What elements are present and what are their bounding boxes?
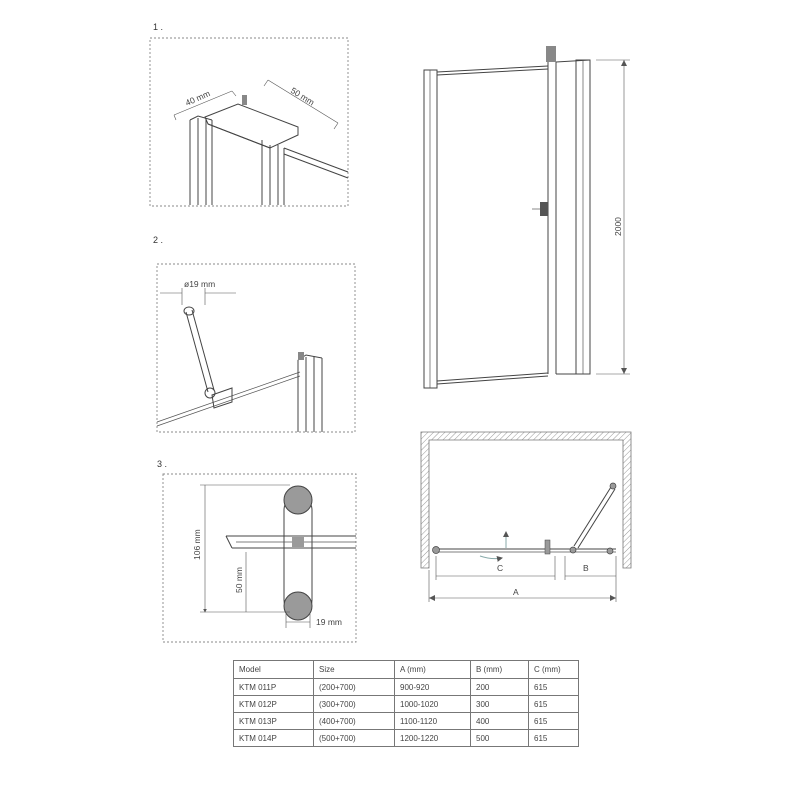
table-cell: KTM 013P xyxy=(234,713,314,730)
table-row xyxy=(234,713,579,730)
table-header: C (mm) xyxy=(529,661,579,679)
table-cell: 615 xyxy=(529,696,579,713)
table-cell: 900-920 xyxy=(395,679,471,696)
plan-dim-a: A xyxy=(513,587,519,597)
table-cell: KTM 011P xyxy=(234,679,314,696)
table-cell: 1000-1020 xyxy=(395,696,471,713)
table-cell: 615 xyxy=(529,713,579,730)
detail-3-dim-50: 50 mm xyxy=(234,567,244,593)
table-header: Size xyxy=(314,661,395,679)
plan-view xyxy=(421,432,631,602)
table-cell: 615 xyxy=(529,679,579,696)
table-cell: 1200-1220 xyxy=(395,730,471,747)
front-height-dim: 2000 xyxy=(613,217,623,236)
table-cell: 400 xyxy=(471,713,529,730)
step-2-label: 2 . xyxy=(153,235,164,245)
detail-1-profile-top xyxy=(150,38,348,206)
table-row xyxy=(234,730,579,747)
table-cell: (500+700) xyxy=(314,730,395,747)
table-header: Model xyxy=(234,661,314,679)
detail-3-dim-19: 19 mm xyxy=(316,617,342,627)
detail-1-dim-40: 40 mm xyxy=(183,88,212,108)
table-header: A (mm) xyxy=(395,661,471,679)
detail-2-dim-19: ø19 mm xyxy=(184,279,216,289)
table-header: B (mm) xyxy=(471,661,529,679)
step-1-label: 1 . xyxy=(153,22,164,32)
table-cell: KTM 014P xyxy=(234,730,314,747)
model-size-table xyxy=(233,660,579,747)
plan-dim-c: C xyxy=(497,563,504,573)
table-cell: 200 xyxy=(471,679,529,696)
detail-1-dim-50: 50 mm xyxy=(288,85,317,108)
table-row xyxy=(234,679,579,696)
plan-dim-b: B xyxy=(583,563,589,573)
table-cell: (200+700) xyxy=(314,679,395,696)
table-cell: 500 xyxy=(471,730,529,747)
table-row xyxy=(234,696,579,713)
table-cell: KTM 012P xyxy=(234,696,314,713)
table-cell: 1100-1120 xyxy=(395,713,471,730)
step-3-label: 3 . xyxy=(157,459,168,469)
table-cell: 615 xyxy=(529,730,579,747)
table-cell: 300 xyxy=(471,696,529,713)
table-header-row xyxy=(234,661,579,679)
detail-3-dim-106: 106 mm xyxy=(192,529,202,560)
detail-2-stabilizer-bar xyxy=(157,264,355,432)
table-cell: (300+700) xyxy=(314,696,395,713)
front-elevation xyxy=(424,46,630,388)
table-cell: (400+700) xyxy=(314,713,395,730)
